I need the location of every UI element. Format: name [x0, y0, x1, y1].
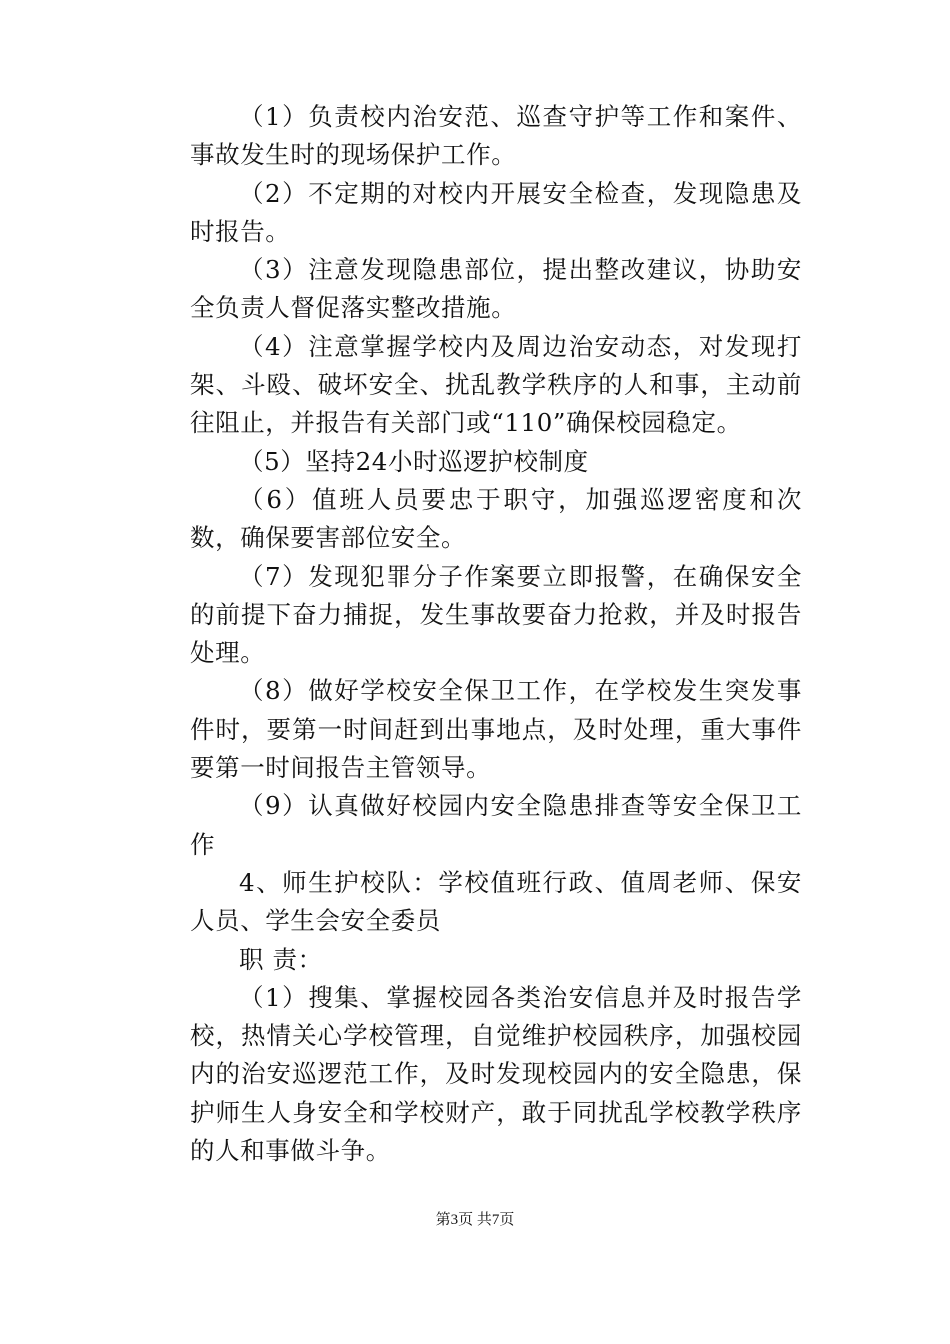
paragraph-duty-9: （9）认真做好校园内安全隐患排查等安全保卫工作 — [190, 791, 802, 859]
paragraph-duty-5: （5）坚持24小时巡逻护校制度 — [239, 446, 589, 476]
paragraph-duty-8: （8）做好学校安全保卫工作，在学校发生突发事件时，要第一时间赶到出事地点，及时处理，重大事件要第一时间报告主管领导。 — [190, 676, 802, 783]
paragraph-duty-6: （6）值班人员要忠于职守，加强巡逻密度和次数，确保要害部位安全。 — [190, 484, 802, 553]
paragraph-duty-3: （3）注意发现隐患部位，提出整改建议，协助安全负责人督促落实整改措施。 — [190, 255, 802, 323]
paragraph-duty-1: （1）负责校内治安范、巡查守护等工作和案件、事故发生时的现场保护工作。 — [190, 102, 802, 170]
section-heading-patrol-team: 4、师生护校队：学校值班行政、值周老师、保安人员、学生会安全委员 — [190, 867, 802, 936]
document-body — [190, 98, 802, 1170]
paragraph-duty-2: （2）不定期的对校内开展安全检查，发现隐患及时报告。 — [190, 178, 802, 246]
page-number-footer: 第3页 共7页 — [435, 1212, 515, 1228]
paragraph-team-duty-1: （1）搜集、掌握校园各类治安信息并及时报告学校，热情关心学校管理，自觉维护校园秩序，加强校园内的治安巡逻范工作，及时发现校园内的安全隐患，保护师生人身安全和学校财产，敢于同扰乱学校教学秩序的人和事做斗争。 — [190, 982, 802, 1166]
paragraph-duty-4: （4）注意掌握学校内及周边治安动态，对发现打架、斗殴、破坏安全、扰乱教学秩序的人和事，主动前往阻止，并报告有关部门或“110”确保校园稳定。 — [190, 331, 802, 438]
duties-label: 职 责： — [239, 944, 323, 974]
paragraph-duty-7: （7）发现犯罪分子作案要立即报警，在确保安全的前提下奋力捕捉，发生事故要奋力抢救，并及时报告处理。 — [190, 561, 802, 668]
